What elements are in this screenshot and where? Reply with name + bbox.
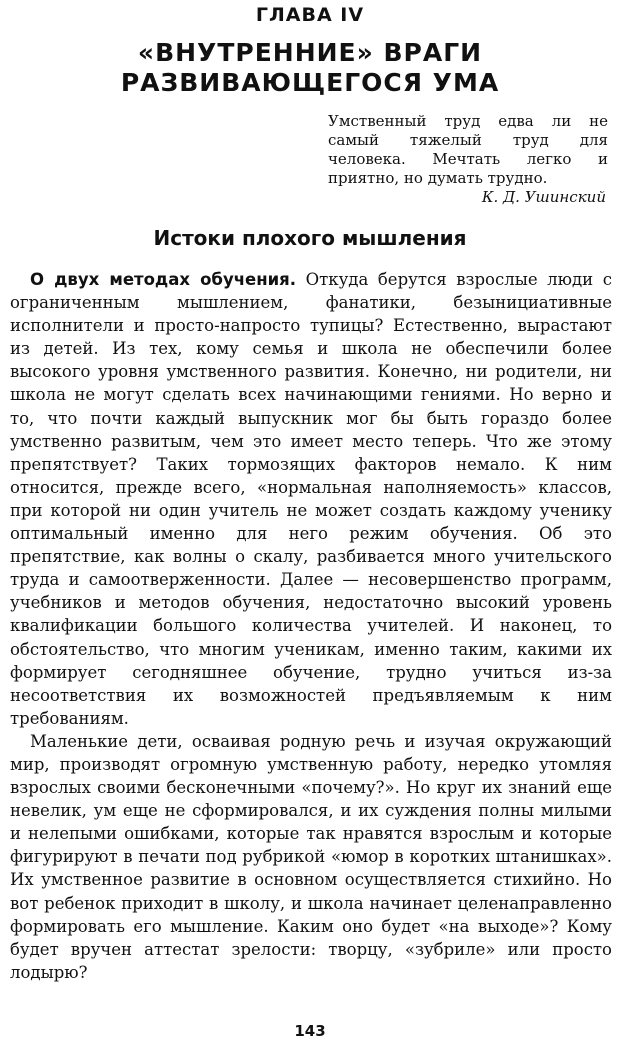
paragraph <box>10 268 612 730</box>
epigraph-author: К. Д. Ушинский <box>481 188 606 206</box>
chapter-title <box>0 38 620 98</box>
section-title: Истоки плохого мышления <box>153 226 467 250</box>
chapter-heading: ГЛАВА IV <box>255 4 365 26</box>
body-text <box>10 268 612 984</box>
paragraph <box>10 730 612 984</box>
chapter-title-line-1: «ВНУТРЕННИЕ» ВРАГИ <box>137 38 483 67</box>
chapter-title-line-2: РАЗВИВАЮЩЕГОСЯ УМА <box>120 68 500 97</box>
page-number: 143 <box>294 1022 326 1040</box>
paragraph-text: Маленькие дети, осваивая родную речь и изучая окружающий мир, производят огромную умственную работу, нередко утомляя взрослых своими бесконечными «почему?». Но круг их знаний еще невелик, ум еще не сформировался, и их суждения полны милыми и нелепыми ошибками, которые так нравятся взрослым и которые фигурируют в печати под рубрикой «юмор в коротких штанишках». Их умственное развитие в основном осуществляется стихийно. Но вот ребенок приходит в школу, и школа начинает целенаправленно формировать его мышление. Каким оно будет «на выходе»? Кому будет вручен аттестат зрелости: творцу, «зубриле» или просто лодырю? <box>10 731 612 982</box>
run-in-heading: О двух методах обучения. <box>30 270 297 289</box>
paragraph-text: Откуда берутся взрослые люди с ограниченным мышлением, фанатики, безынициативные исполнители и просто-напросто тупицы? Естественно, вырастают из детей. Из тех, кому семья и школа не обеспечили более высокого уровня умственного развития. Конечно, ни родители, ни школа не могут сделать всех начинающими гениями. Но верно и то, что почти каждый выпускник мог бы быть гораздо более умственно развитым, чем это имеет место теперь. Что же этому препятствует? Таких тормозящих факторов немало. К ним относится, прежде всего, «нормальная наполняемость» классов, при которой ни один учитель не может создать каждому ученику оптимальный именно для него режим обучения. Об это препятствие, как волны о скалу, разбивается много учительского труда и самоотверженности. Далее — несовершенство программ, учебников и методов обучения, недостаточно высокий уровень квалификации большого количества учителей. И наконец, то обстоятельство, что многим ученикам, именно таким, какими их формирует сегодняшнее обучение, трудно учиться из-за несоответствия их возможностей предъявляемым к ним требованиям. <box>10 270 612 728</box>
epigraph-text: Умственный труд едва ли не самый тяжелый труд для человека. Мечтать легко и приятно, но думать трудно. <box>328 112 608 187</box>
